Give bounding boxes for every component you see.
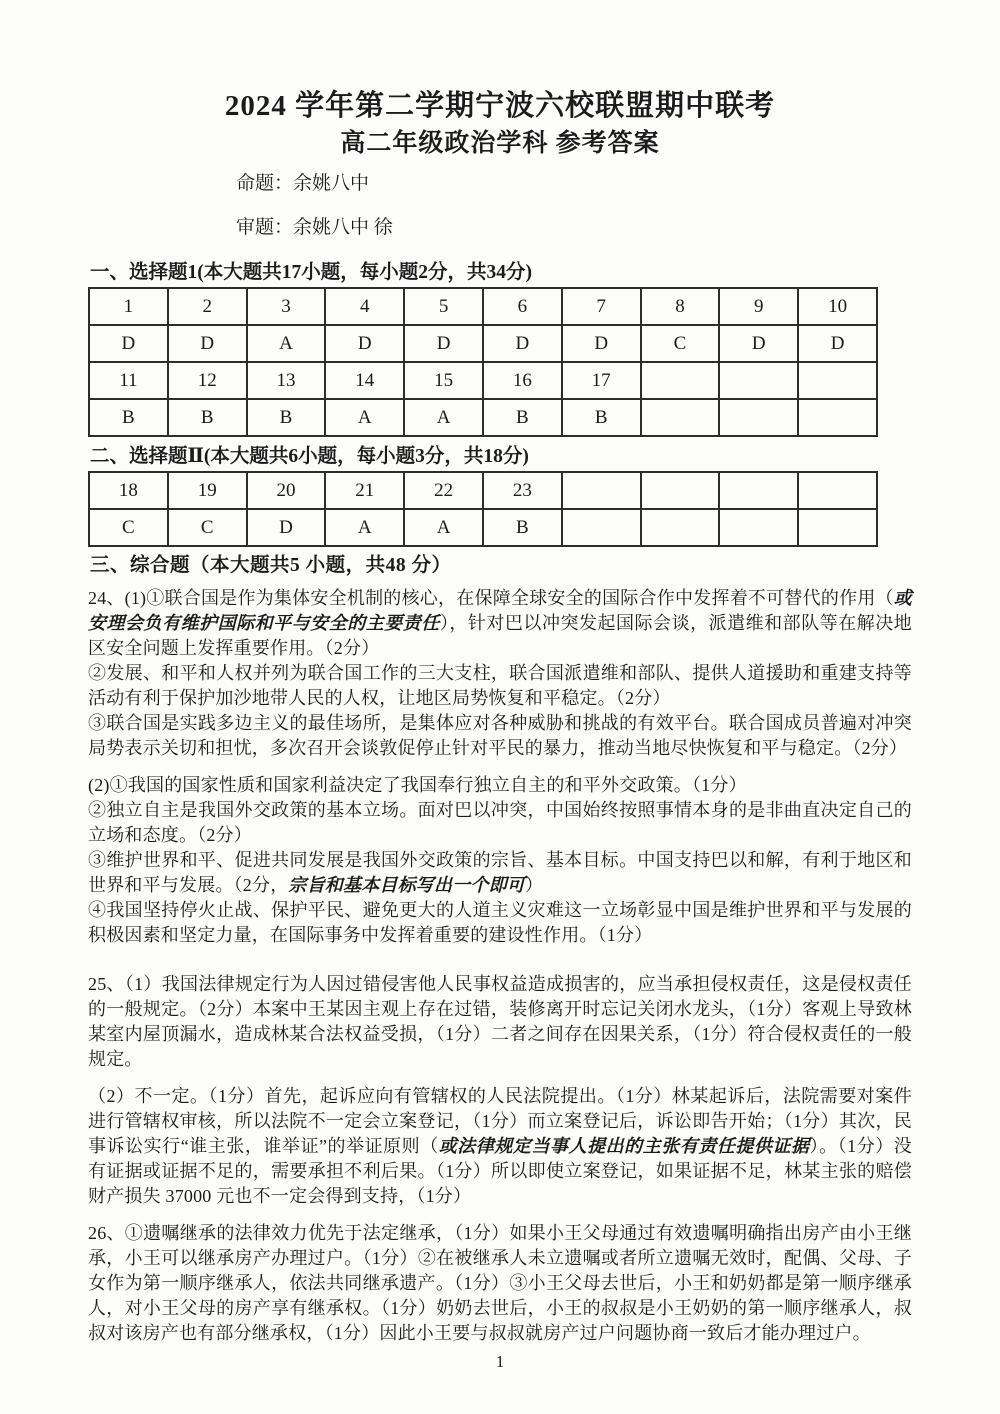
answer-cell: 2 (168, 288, 247, 325)
answer-cell (798, 472, 877, 509)
answer-cell (641, 472, 720, 509)
section-1-heading: 一、选择题1(本大题共17小题，每小题2分，共34分) (90, 262, 532, 283)
answer-paragraph (88, 798, 912, 848)
answer-text-emphasis: 宗旨和基本目标写出一个即可 (288, 875, 526, 895)
section-2-heading: 二、选择题Ⅱ(本大题共6小题，每小题3分，共18分) (90, 446, 529, 467)
answer-cell: A (404, 509, 483, 546)
answer-cell: A (325, 399, 404, 436)
table-row (89, 399, 877, 436)
answer-text-emphasis: 或法律规定当事人提出的主张有责任提供证据 (438, 1136, 810, 1156)
answer-cell: 20 (247, 472, 326, 509)
answer-cell: D (798, 325, 877, 362)
answer-text: 25、（1）我国法律规定行为人因过错侵害他人民事权益造成损害的，应当承担侵权责任，这是侵权责任的一般规定。（2分）本案中王某因主观上存在过错，装修离开时忘记关闭水龙头，（1分）客观上导致林某室内屋顶漏水，造成林某合法权益受损，（1分）二者之间存在因果关系，（1分）符合侵权责任的一般规定。 (88, 974, 912, 1069)
answer-cell (719, 509, 798, 546)
answer-cell: D (719, 325, 798, 362)
answer-cell (719, 472, 798, 509)
answer-paragraph (88, 848, 912, 898)
choice2-answer-table (88, 471, 878, 547)
answer-cell: 10 (798, 288, 877, 325)
answer-cell: 15 (404, 362, 483, 399)
answer-cell (798, 509, 877, 546)
q24-part2-answer (88, 773, 912, 948)
answer-cell: C (89, 509, 168, 546)
answer-cell: 16 (483, 362, 562, 399)
answer-paragraph (88, 1084, 912, 1209)
answer-paragraph (88, 1221, 912, 1346)
answer-text: （2）不一定。（1分）首先，起诉应向有管辖权的人民法院提出。（1分）林某起诉后，法院需要对案件进行管辖权审核，所以法院不一定会立案登记，（1分）而立案登记后，诉讼即告开始；（1分）其次，民事诉讼实行“谁主张，谁举证”的举证原则（ (88, 1086, 912, 1156)
answer-text: ④我国坚持停火止战、保护平民、避免更大的人道主义灾难这一立场彰显中国是维护世界和平与发展的积极因素和坚定力量，在国际事务中发挥着重要的建设性作用。（1分） (88, 900, 912, 945)
answer-cell: 13 (247, 362, 326, 399)
answer-cell (798, 362, 877, 399)
answer-paragraph (88, 972, 912, 1072)
answer-text: (2)①我国的国家性质和国家利益决定了我国奉行独立自主的和平外交政策。（1分） (88, 775, 747, 795)
answer-cell: C (641, 325, 720, 362)
answer-cell: 4 (325, 288, 404, 325)
answer-cell: B (89, 399, 168, 436)
q25-part2-answer (88, 1084, 912, 1209)
answer-cell: D (168, 325, 247, 362)
answer-cell (562, 472, 641, 509)
answer-paragraph (88, 711, 912, 761)
exam-subtitle: 高二年级政治学科 参考答案 (340, 130, 660, 157)
answer-cell: 17 (562, 362, 641, 399)
answer-cell: 21 (325, 472, 404, 509)
q24-part1-answer (88, 586, 912, 761)
answer-text-emphasis: 或安理会负有维护国际和平与安全的主要责任 (88, 588, 912, 633)
answer-text: ②独立自主是我国外交政策的基本立场。面对巴以冲突，中国始终按照事情本身的是非曲直决定自己的立场和态度。（2分） (88, 800, 912, 845)
answer-text: ③维护世界和平、促进共同发展是我国外交政策的宗旨、基本目标。中国支持巴以和解，有利于地区和世界和平与发展。（2分， (88, 850, 912, 895)
answer-text: ）。（1分）没有证据或证据不足的，需要承担不利后果。（1分）所以即使立案登记，如果证据不足，林某主张的赔偿财产损失 37000 元也不一定会得到支持，（1分） (88, 1136, 912, 1206)
answer-cell: B (483, 399, 562, 436)
answer-cell (641, 509, 720, 546)
answer-cell: D (404, 325, 483, 362)
answer-text: ②发展、和平和人权并列为联合国工作的三大支柱，联合国派遣维和部队、提供人道援助和重建支持等活动有利于保护加沙地带人民的人权，让地区局势恢复和平稳定。（2分） (88, 663, 912, 708)
answer-cell: 3 (247, 288, 326, 325)
choice1-answer-table (88, 287, 878, 437)
table-row (89, 288, 877, 325)
page-number: 1 (495, 1352, 505, 1371)
q25-part1-answer (88, 972, 912, 1072)
answer-cell: A (325, 509, 404, 546)
answer-cell: D (325, 325, 404, 362)
answer-cell (719, 362, 798, 399)
answer-cell: C (168, 509, 247, 546)
setter-line: 命题：余姚八中 (236, 173, 370, 194)
answer-text: ③联合国是实践多边主义的最佳场所，是集体应对各种威胁和挑战的有效平台。联合国成员普遍对冲突局势表示关切和担忧，多次召开会谈敦促停止针对平民的暴力，推动当地尽快恢复和平与稳定。（2分） (88, 713, 912, 758)
answer-cell (719, 399, 798, 436)
answer-cell: B (562, 399, 641, 436)
answer-paragraph (88, 898, 912, 948)
answer-cell: 6 (483, 288, 562, 325)
answer-paragraph (88, 586, 912, 661)
answer-cell: D (247, 509, 326, 546)
answer-cell (562, 509, 641, 546)
answer-text: ） (525, 875, 544, 895)
section-3-heading: 三、综合题（本大题共5 小题，共48 分） (90, 555, 452, 576)
answer-cell: 7 (562, 288, 641, 325)
exam-title: 2024 学年第二学期宁波六校联盟期中联考 (224, 90, 776, 122)
table-row (89, 509, 877, 546)
answer-cell: B (247, 399, 326, 436)
answer-cell: D (89, 325, 168, 362)
answer-cell: 9 (719, 288, 798, 325)
answer-cell: 8 (641, 288, 720, 325)
answer-text: ），针对巴以冲突发起国际会谈，派遣维和部队等在解决地区安全问题上发挥重要作用。（2分） (88, 613, 912, 658)
answer-cell: 5 (404, 288, 483, 325)
answer-cell: 11 (89, 362, 168, 399)
answer-cell: D (562, 325, 641, 362)
q26-answer (88, 1221, 912, 1346)
answer-text: 24、(1)①联合国是作为集体安全机制的核心，在保障全球安全的国际合作中发挥着不可替代的作用（ (88, 588, 894, 608)
answer-cell: 1 (89, 288, 168, 325)
answer-cell: A (404, 399, 483, 436)
answer-cell: 23 (483, 472, 562, 509)
answer-cell: B (483, 509, 562, 546)
answer-cell: 18 (89, 472, 168, 509)
answer-cell (641, 362, 720, 399)
page-footer (0, 1352, 1000, 1372)
answer-cell: A (247, 325, 326, 362)
answer-text: 26、①遗嘱继承的法律效力优先于法定继承，（1分）如果小王父母通过有效遗嘱明确指出房产由小王继承，小王可以继承房产办理过户。（1分）②在被继承人未立遗嘱或者所立遗嘱无效时，配偶、父母、子女作为第一顺序继承人，依法共同继承遗产。（1分）③小王父母去世后，小王和奶奶都是第一顺序继承人，对小王父母的房产享有继承权。（1分）奶奶去世后，小王的叔叔是小王奶奶的第一顺序继承人，叔叔对该房产也有部分继承权，（1分）因此小王要与叔叔就房产过户问题协商一致后才能办理过户。 (88, 1223, 912, 1343)
answer-cell: D (483, 325, 562, 362)
answer-paragraph (88, 661, 912, 711)
table-row (89, 362, 877, 399)
answer-cell: 12 (168, 362, 247, 399)
table-row (89, 325, 877, 362)
answer-cell (641, 399, 720, 436)
answer-cell: 14 (325, 362, 404, 399)
comprehensive-answers (88, 586, 912, 1346)
answer-cell: B (168, 399, 247, 436)
answer-cell (798, 399, 877, 436)
reviewer-line: 审题：余姚八中 徐 (236, 217, 393, 238)
answer-cell: 19 (168, 472, 247, 509)
answer-cell: 22 (404, 472, 483, 509)
table-row (89, 472, 877, 509)
answer-paragraph (88, 773, 912, 798)
